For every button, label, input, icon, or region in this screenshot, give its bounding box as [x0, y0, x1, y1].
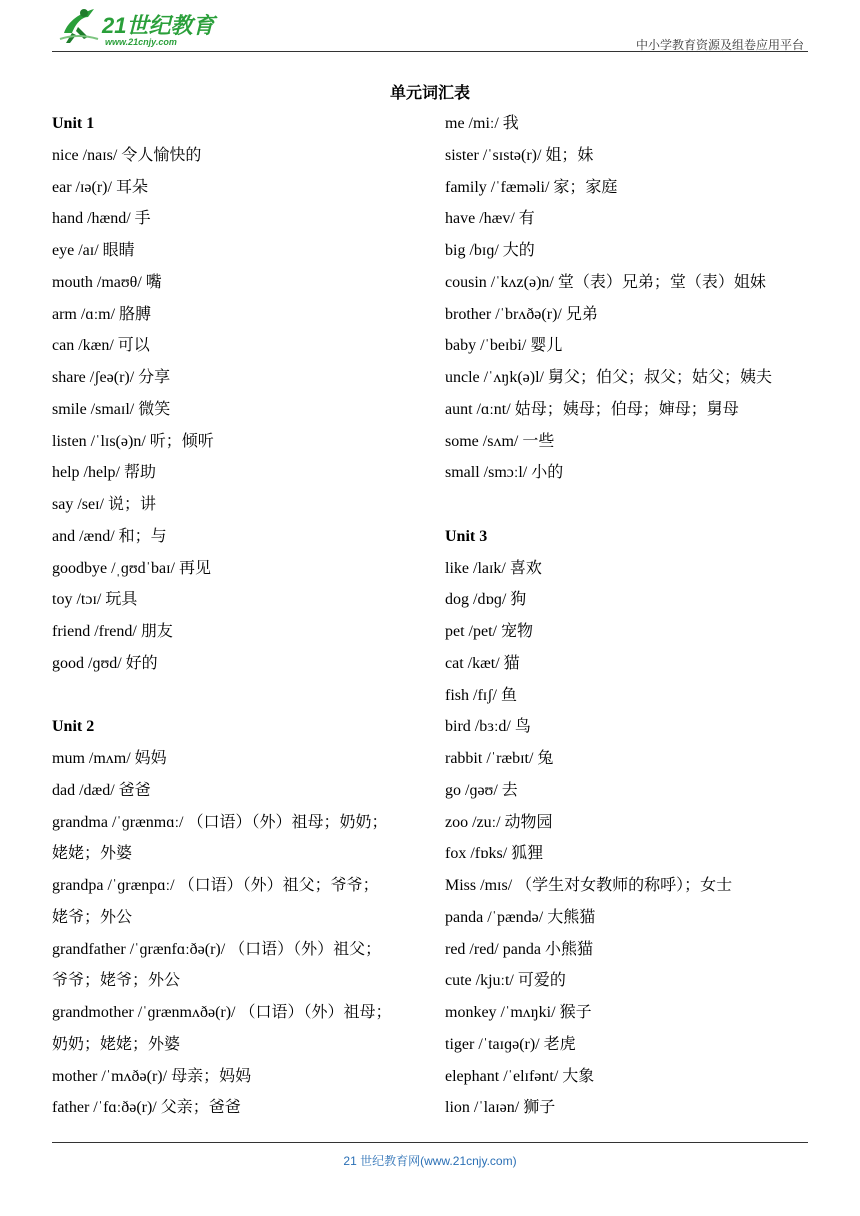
- spacer: [445, 489, 820, 521]
- logo-url-text: www.21cnjy.com: [105, 37, 177, 47]
- vocab-entry: aunt /ɑːnt/ 姑母；姨母；伯母；婶母；舅母: [445, 400, 739, 418]
- spacer: [52, 680, 424, 712]
- vocab-entry: me /miː/ 我: [445, 115, 519, 132]
- vocab-entry: mouth /maʊθ/ 嘴: [52, 273, 162, 291]
- vocab-entry: smile /smaɪl/ 微笑: [52, 400, 171, 418]
- vocab-entry: family /ˈfæməli/ 家；家庭: [445, 178, 618, 196]
- vocab-column-right: [445, 108, 820, 1124]
- vocab-entry: can /kæn/ 可以: [52, 337, 150, 355]
- vocab-entry: big /bɪɡ/ 大的: [445, 242, 535, 259]
- vocab-entry: grandpa /ˈɡrænpɑː/ （口语）（外）祖父；爷爷；: [52, 877, 379, 894]
- vocab-entry: father /ˈfɑːðə(r)/ 父亲；爸爸: [52, 1099, 241, 1117]
- vocab-entry: rabbit /ˈræbɪt/ 兔: [445, 750, 554, 767]
- vocab-entry: small /smɔːl/ 小的: [445, 464, 564, 482]
- logo-brand-text: 21世纪教育: [102, 13, 215, 38]
- vocab-entry: zoo /zuː/ 动物园: [445, 813, 553, 831]
- vocab-entry: pet /pet/ 宠物: [445, 623, 533, 640]
- header-divider: [52, 51, 808, 52]
- vocab-entry: Miss /mɪs/ （学生对女教师的称呼）；女士: [445, 877, 733, 894]
- vocab-entry: fish /fɪʃ/ 鱼: [445, 686, 517, 704]
- vocab-entry: hand /hænd/ 手: [52, 210, 151, 228]
- vocab-entry: good /ɡʊd/ 好的: [52, 654, 158, 672]
- vocab-entry: dog /dɒɡ/ 狗: [445, 591, 527, 609]
- header-platform-text: 中小学教育资源及组卷应用平台: [635, 38, 804, 52]
- runner-logo-icon: [58, 3, 102, 47]
- vocab-column-left: [52, 108, 424, 1124]
- vocab-entry: 姥爷；外公: [52, 908, 133, 926]
- vocab-entry: friend /frend/ 朋友: [52, 623, 173, 640]
- vocab-entry: grandma /ˈɡrænmɑː/ （口语）（外）祖母；奶奶；: [52, 813, 388, 831]
- vocab-entry: cousin /ˈkʌz(ə)n/ 堂（表）兄弟；堂（表）姐妹: [445, 273, 766, 291]
- vocab-entry: cute /kjuːt/ 可爱的: [445, 972, 566, 990]
- vocab-entry: go /ɡəʊ/ 去: [445, 781, 518, 799]
- vocab-entry: and /ænd/ 和；与: [52, 527, 167, 545]
- vocab-entry: like /laɪk/ 喜欢: [445, 559, 542, 577]
- vocab-entry: tiger /ˈtaɪɡə(r)/ 老虎: [445, 1035, 576, 1053]
- vocab-entry: dad /dæd/ 爸爸: [52, 781, 151, 799]
- vocab-entry: baby /ˈbeɪbi/ 婴儿: [445, 337, 563, 355]
- vocab-entry: mother /ˈmʌðə(r)/ 母亲；妈妈: [52, 1067, 252, 1085]
- unit-heading: Unit 1: [52, 115, 95, 132]
- footer-link[interactable]: 21 世纪教育网(www.21cnjy.com): [343, 1154, 517, 1168]
- vocab-entry: elephant /ˈelɪfənt/ 大象: [445, 1067, 595, 1085]
- vocab-entry: goodbye /ˌɡʊdˈbaɪ/ 再见: [52, 559, 211, 577]
- vocab-entry: lion /ˈlaɪən/ 狮子: [445, 1099, 556, 1117]
- vocab-entry: red /red/ panda 小熊猫: [445, 940, 593, 958]
- vocab-entry: panda /ˈpændə/ 大熊猫: [445, 908, 596, 926]
- vocab-entry: share /ʃeə(r)/ 分享: [52, 369, 171, 386]
- vocab-entry: bird /bɜːd/ 鸟: [445, 718, 531, 736]
- vocab-entry: listen /ˈlɪs(ə)n/ 听；倾听: [52, 432, 214, 450]
- vocab-entry: brother /ˈbrʌðə(r)/ 兄弟: [445, 305, 598, 323]
- vocab-entry: say /seɪ/ 说；讲: [52, 496, 156, 513]
- vocab-entry: grandmother /ˈɡrænmʌðə(r)/ （口语）（外）祖母；: [52, 1004, 392, 1021]
- vocab-entry: some /sʌm/ 一些: [445, 432, 555, 450]
- unit-heading: Unit 3: [445, 527, 488, 545]
- vocab-entry: 姥姥；外婆: [52, 845, 133, 863]
- vocab-entry: monkey /ˈmʌŋki/ 猴子: [445, 1004, 592, 1021]
- vocab-entry: sister /ˈsɪstə(r)/ 姐；妹: [445, 146, 594, 164]
- page-title: 单元词汇表: [389, 85, 470, 102]
- vocab-entry: ear /ɪə(r)/ 耳朵: [52, 178, 148, 196]
- vocab-entry: toy /tɔɪ/ 玩具: [52, 591, 138, 609]
- vocab-entry: 奶奶；姥姥；外婆: [52, 1035, 181, 1053]
- vocab-entry: arm /ɑːm/ 胳膊: [52, 305, 152, 323]
- vocab-entry: have /hæv/ 有: [445, 210, 535, 228]
- vocab-entry: uncle /ˈʌŋk(ə)l/ 舅父；伯父；叔父；姑父；姨夫: [445, 369, 772, 386]
- page-header: [52, 0, 808, 54]
- vocab-entry: grandfather /ˈɡrænfɑːðə(r)/ （口语）（外）祖父；: [52, 940, 382, 958]
- unit-heading: Unit 2: [52, 718, 95, 736]
- vocab-entry: eye /aɪ/ 眼睛: [52, 242, 135, 259]
- footer-divider: [52, 1142, 808, 1143]
- vocab-entry: fox /fɒks/ 狐狸: [445, 845, 544, 863]
- vocab-entry: cat /kæt/ 猫: [445, 654, 520, 672]
- vocab-entry: help /help/ 帮助: [52, 464, 156, 482]
- site-logo[interactable]: [58, 3, 228, 49]
- vocab-entry: nice /naɪs/ 令人愉快的: [52, 146, 202, 164]
- vocab-entry: mum /mʌm/ 妈妈: [52, 750, 167, 767]
- vocab-entry: 爷爷；姥爷；外公: [52, 972, 181, 990]
